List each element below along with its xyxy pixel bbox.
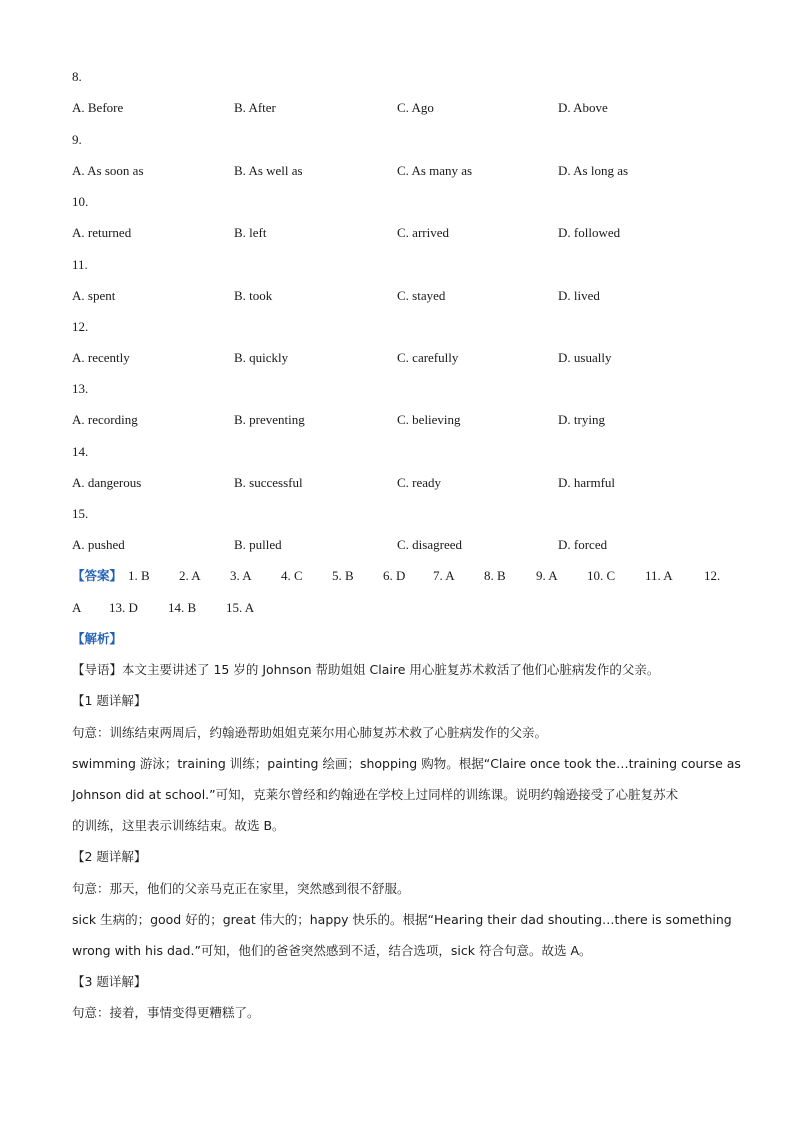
- analysis-label: 【解析】: [72, 631, 123, 646]
- option-c: C. arrived: [397, 225, 449, 240]
- answer-item: 12.: [704, 568, 721, 583]
- question-number: 15.: [72, 506, 89, 521]
- answer-item: 5. B: [332, 568, 354, 583]
- answer-item: A: [72, 600, 82, 615]
- option-a: A. recently: [72, 350, 130, 365]
- answer-item: 6. D: [383, 568, 406, 583]
- option-b: B. pulled: [234, 537, 282, 552]
- option-c: C. disagreed: [397, 537, 462, 552]
- sentence-meaning: 句意：那天，他们的父亲马克正在家里，突然感到很不舒服。: [72, 881, 410, 896]
- option-c: C. As many as: [397, 163, 473, 178]
- option-d: D. forced: [558, 537, 608, 552]
- option-d: D. harmful: [558, 475, 616, 490]
- option-a: A. recording: [72, 412, 138, 427]
- sentence-meaning: 句意：训练结束两周后，约翰逊帮助姐姐克莱尔用心肺复苏术救了心脏病发作的父亲。: [72, 725, 548, 740]
- explanation-line: wrong with his dad.”可知，他们的爸爸突然感到不适，结合选项，sick 符合句意。故选 A。: [72, 943, 592, 958]
- answer-item: 3. A: [230, 568, 252, 583]
- explanation-line: sick 生病的；good 好的；great 伟大的；happy 快乐的。根据“Hearing their dad shouting…there is something: [72, 912, 732, 927]
- option-b: B. After: [234, 100, 276, 115]
- answer-item: 2. A: [179, 568, 201, 583]
- question-detail-heading: 【1 题详解】: [72, 693, 147, 708]
- explanation-line: swimming 游泳；training 训练；painting 绘画；shopping 购物。根据“Claire once took the…training course as: [72, 756, 741, 771]
- question-number: 10.: [72, 194, 89, 209]
- answer-item: 7. A: [433, 568, 455, 583]
- option-d: D. lived: [558, 288, 600, 303]
- question-number: 14.: [72, 444, 89, 459]
- option-d: D. As long as: [558, 163, 629, 178]
- option-b: B. left: [234, 225, 267, 240]
- question-number: 11.: [72, 257, 88, 272]
- option-b: B. successful: [234, 475, 303, 490]
- intro-paragraph: 【导语】本文主要讲述了 15 岁的 Johnson 帮助姐姐 Claire 用心脏复苏术救活了他们心脏病发作的父亲。: [72, 662, 660, 677]
- option-b: B. preventing: [234, 412, 305, 427]
- answer-item: 9. A: [536, 568, 558, 583]
- option-c: C. Ago: [397, 100, 434, 115]
- answer-item: 4. C: [281, 568, 303, 583]
- sentence-meaning: 句意：接着，事情变得更糟糕了。: [72, 1005, 260, 1020]
- option-a: A. As soon as: [72, 163, 144, 178]
- answer-item: 11. A: [645, 568, 673, 583]
- explanation-line: Johnson did at school.”可知，克莱尔曾经和约翰逊在学校上过同样的训练课。说明约翰逊接受了心脏复苏术: [72, 787, 679, 802]
- question-number: 13.: [72, 381, 89, 396]
- option-a: A. dangerous: [72, 475, 142, 490]
- answer-item: 15. A: [226, 600, 255, 615]
- answer-item: 8. B: [484, 568, 506, 583]
- option-d: D. trying: [558, 412, 605, 427]
- option-c: C. stayed: [397, 288, 446, 303]
- option-a: A. pushed: [72, 537, 125, 552]
- answer-item: 13. D: [109, 600, 138, 615]
- question-number: 12.: [72, 319, 89, 334]
- answer-item: 10. C: [587, 568, 616, 583]
- question-number: 8.: [72, 69, 82, 84]
- answer-label: 【答案】: [72, 568, 123, 583]
- option-c: C. believing: [397, 412, 461, 427]
- option-a: A. returned: [72, 225, 132, 240]
- explanation-line: 的训练，这里表示训练结束。故选 B。: [72, 818, 285, 833]
- option-d: D. Above: [558, 100, 608, 115]
- question-detail-heading: 【3 题详解】: [72, 974, 147, 989]
- option-c: C. ready: [397, 475, 442, 490]
- option-b: B. As well as: [234, 163, 303, 178]
- option-a: A. spent: [72, 288, 116, 303]
- option-a: A. Before: [72, 100, 124, 115]
- option-d: D. followed: [558, 225, 621, 240]
- question-detail-heading: 【2 题详解】: [72, 849, 147, 864]
- answer-item: 1. B: [128, 568, 150, 583]
- option-d: D. usually: [558, 350, 612, 365]
- option-b: B. quickly: [234, 350, 289, 365]
- answer-item: 14. B: [168, 600, 197, 615]
- option-b: B. took: [234, 288, 273, 303]
- option-c: C. carefully: [397, 350, 459, 365]
- question-number: 9.: [72, 132, 82, 147]
